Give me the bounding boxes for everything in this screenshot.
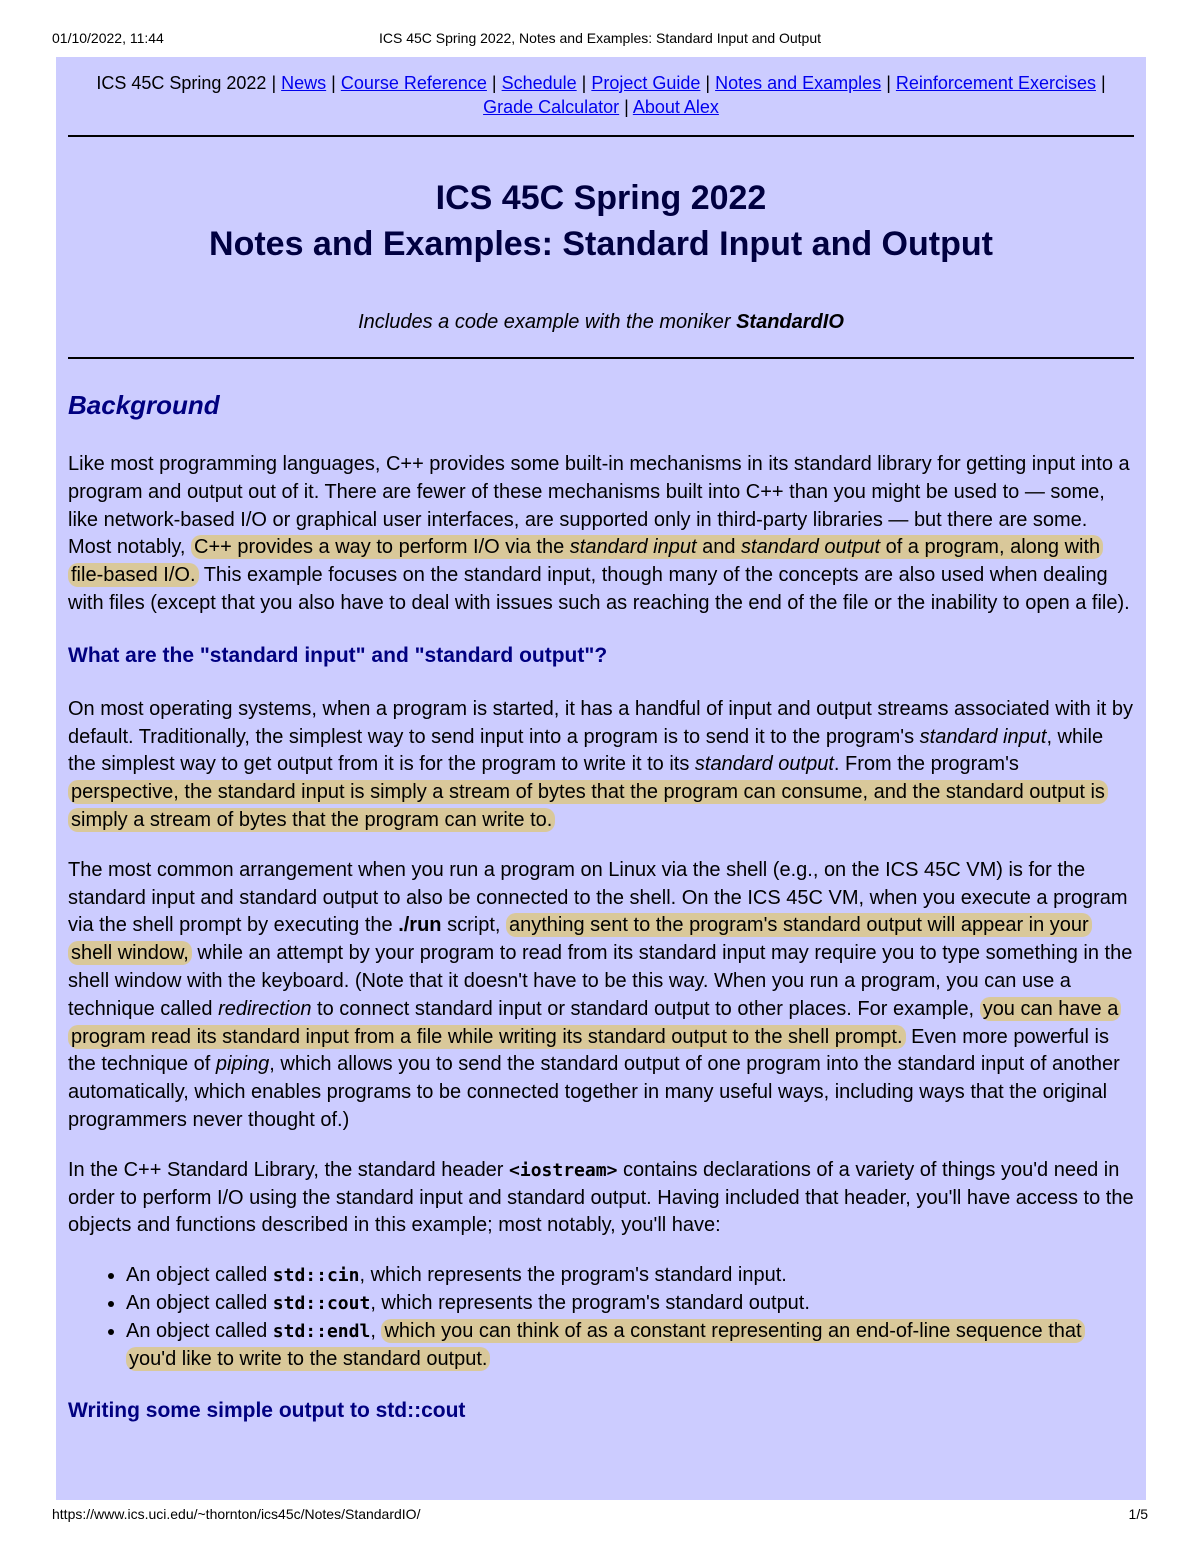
print-doc-title: ICS 45C Spring 2022, Notes and Examples: Standard Input and Output — [378, 30, 822, 46]
list-item: • An object called std::cout, which represents the program's standard output. — [126, 1290, 1134, 1318]
top-navigation: ICS 45C Spring 2022 | News | Course Reference | Schedule | Project Guide | Notes and Examples | Reinforcement Exercises | Grade Calculator | About Alex — [96, 73, 1106, 117]
paragraph-iostream: In the C++ Standard Library, the standard header <iostream> contains declarations of a variety of things you'd need in order to perform I/O using the standard input and standard output. Having included that header, you'll have access to the objects and functions described in this example; most notably, you'll have: — [68, 1158, 1134, 1237]
paragraph-standard-streams: On most operating systems, when a program is started, it has a handful of input and output streams associated with it by default. Traditionally, the simplest way to send input into a program is to send it to the program's standard input, while the simplest way to get output from it is for the program to write it to its standard output. From the program's perspective, the standard input is simply a stream of bytes that the program can consume, and the standard output is simply a stream of bytes that the program can write to. — [68, 697, 1133, 831]
heading-writing-output: Writing some simple output to std::cout — [68, 1399, 466, 1423]
paragraph-background: Like most programming languages, C++ provides some built-in mechanisms in its standard library for getting input into a program and output out of it. There are fewer of these mechanisms built into C++ than you might be used to — some, like network-based I/O or graphical user interfaces, are supported only in third-party libraries — but there are some. Most notably, C++ provides a way to perform I/O via the standard input and standard output of a program, along with file-based I/O. This example focuses on the standard input, though many of the concepts are also used when dealing with files (except that you also have to deal with issues such as reaching the end of the file or the inability to open a file). — [68, 453, 1130, 614]
nav-course-name: ICS 45C Spring 2022 — [96, 73, 267, 93]
page-title — [68, 175, 1134, 267]
paragraph-shell-arrangement: The most common arrangement when you run a program on Linux via the shell (e.g., on the ICS 45C VM) is for the standard input and standard output to also be connected to the shell. On the ICS 45C VM, when you execute a program via the shell prompt by executing the ./run script, anything sent to the program's standard output will appear in your shell window, while an attempt by your program to read from its standard input may require you to type something in the shell window with the keyboard. (Note that it doesn't have to be this way. When you run a program, you can use a technique called redirection to connect standard input or standard output to other places. For example, you can have a program read its standard input from a file while writing its standard output to the shell prompt. Even more powerful is the technique of piping, which allows you to send the standard output of one program into the standard input of another automatically, which enables programs to be connected together in many useful ways, including ways that the original programmers never thought of.) — [68, 858, 1133, 1131]
print-date: 01/10/2022, 11:44 — [52, 30, 164, 46]
list-item: • An object called std::cin, which represents the program's standard input. — [126, 1262, 1134, 1290]
highlight: perspective, the standard input is simply a stream of bytes that the program can consume, and the standard output is simply a stream of bytes that the program can write to. — [68, 780, 1108, 832]
nav-link-project-guide[interactable]: Project Guide — [591, 73, 701, 93]
highlight: C++ provides a way to perform I/O via the standard input and standard output of a program, along with file-based I/O. — [68, 535, 1103, 587]
iostream-header: <iostream> — [509, 1159, 618, 1181]
title-divider — [68, 357, 1134, 359]
nav-link-notes-and-examples[interactable]: Notes and Examples — [715, 73, 882, 93]
page-title-course: ICS 45C Spring 2022 — [435, 179, 767, 217]
highlight: which you can think of as a constant representing an end-of-line sequence that you'd like to write to the standard output. — [126, 1319, 1085, 1371]
nav-link-reinforcement-exercises[interactable]: Reinforcement Exercises — [895, 73, 1096, 93]
iostream-objects-list — [68, 1262, 1134, 1373]
heading-background: Background — [68, 390, 220, 420]
print-header — [52, 30, 1148, 50]
moniker-note: Includes a code example with the moniker StandardIO — [358, 311, 844, 333]
page-title-topic: Notes and Examples: Standard Input and Output — [209, 225, 993, 263]
page-content — [56, 57, 1146, 1500]
heading-what-are-standard-streams: What are the "standard input" and "standard output"? — [68, 643, 608, 667]
nav-link-about-alex[interactable]: About Alex — [632, 97, 719, 117]
nav-link-news[interactable]: News — [281, 73, 327, 93]
nav-link-grade-calculator[interactable]: Grade Calculator — [483, 97, 620, 117]
print-footer — [52, 1506, 1148, 1526]
nav-link-schedule[interactable]: Schedule — [501, 73, 577, 93]
moniker-name: StandardIO — [736, 311, 844, 333]
top-divider — [68, 135, 1134, 137]
list-item: • An object called std::endl, which you can think of as a constant representing an end-of-line sequence that you'd like to write to the standard output. — [126, 1318, 1134, 1374]
print-url: https://www.ics.uci.edu/~thornton/ics45c/Notes/StandardIO/ — [52, 1506, 421, 1522]
print-page-number: 1/5 — [1128, 1506, 1148, 1522]
run-script-name: ./run — [398, 914, 442, 937]
highlight: anything sent to the program's standard output will appear in your shell window, — [68, 913, 1092, 965]
nav-link-course-reference[interactable]: Course Reference — [340, 73, 487, 93]
highlight: you can have a program read its standard input from a file while writing its standard output to the shell prompt. — [68, 997, 1121, 1049]
